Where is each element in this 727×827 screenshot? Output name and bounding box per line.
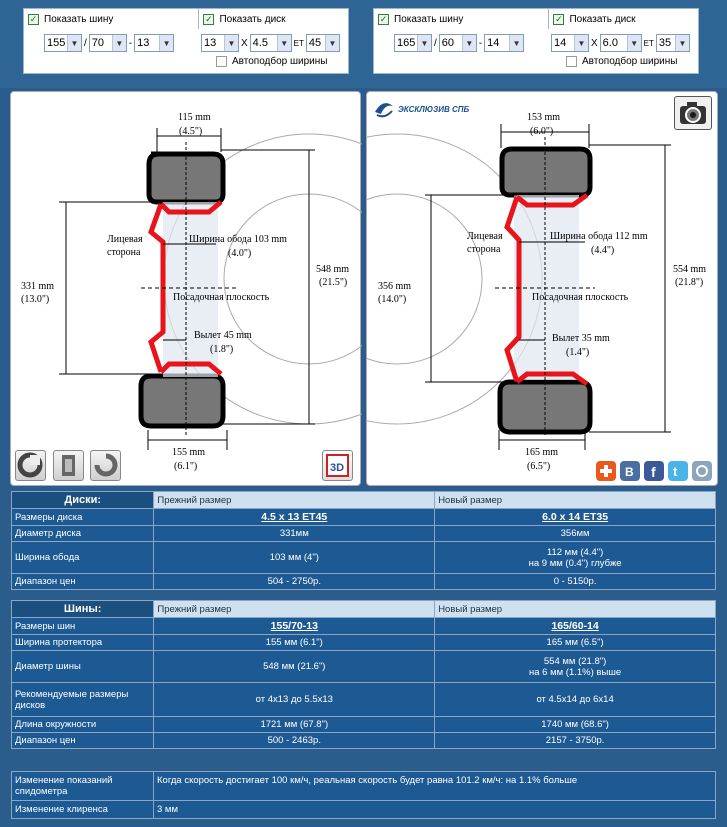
old-value: 155 мм (6.1"): [154, 635, 435, 651]
row-label: Диаметр диска: [12, 526, 154, 542]
new-value: 2157 - 3750р.: [435, 733, 716, 749]
et-label: ET: [293, 38, 304, 48]
brand-logo: ЭКСКЛЮЗИВ СПБ: [373, 100, 469, 118]
table-row: [12, 733, 716, 749]
table-row: [12, 717, 716, 733]
old-rim-size-link[interactable]: 4.5 x 13 ET45: [261, 511, 328, 523]
new-value: 554 мм (21.8") на 6 мм (1.1%) выше: [435, 651, 716, 683]
old-value: 548 мм (21.6"): [154, 651, 435, 683]
chevron-down-icon: ▼: [627, 35, 641, 51]
rim-diameter-label: 331 mm: [21, 281, 55, 292]
speedometer-text: Когда скорость достигает 100 км/ч, реальная скорость будет равна 101.2 км/ч: на 1.1% больше: [154, 772, 716, 801]
rim-diameter-select-old[interactable]: 13 ▼: [201, 34, 239, 52]
speedometer-label: Изменение показаний спидометра: [12, 772, 154, 801]
wheel-diagram-old: [10, 91, 361, 486]
rim-view-button[interactable]: [90, 450, 121, 481]
rim-width-select-new[interactable]: 6.0 ▼: [600, 34, 642, 52]
separator: X: [241, 37, 248, 49]
separator: X: [591, 37, 598, 49]
table-row: [12, 635, 716, 651]
checkbox-checked-icon[interactable]: ✓: [379, 13, 388, 24]
wheel-diagram-new: [366, 91, 718, 486]
table-row: [12, 651, 716, 683]
rim-diameter-inch: (14.0"): [378, 294, 407, 305]
column-old-size: Прежний размер: [154, 601, 435, 618]
table-row: [12, 509, 716, 526]
offset-inch: (1.4"): [566, 347, 590, 358]
chevron-down-icon: ▼: [112, 35, 126, 51]
show-tire-toggle-old[interactable]: [24, 9, 198, 29]
tires-table-header: Шины:: [12, 601, 154, 618]
offset-label: Вылет 45 mm: [194, 330, 252, 341]
show-tire-label: Показать шину: [44, 13, 114, 25]
twitter-icon[interactable]: [668, 461, 688, 481]
old-value: 331мм: [154, 526, 435, 542]
table-row: [12, 801, 716, 819]
row-label: Диаметр шины: [12, 651, 154, 683]
face-side-label: Лицевая: [467, 231, 503, 242]
separator: /: [434, 37, 437, 49]
mounting-plane-label: Посадочная плоскость: [173, 292, 270, 303]
tires-comparison-table: [11, 600, 716, 749]
tire-view-button[interactable]: [15, 450, 46, 481]
table-row: [12, 618, 716, 635]
show-tire-toggle-new[interactable]: [374, 9, 548, 29]
rim-width-label: Ширина обода 112 mm: [550, 231, 648, 242]
tire-diameter-select-new[interactable]: 14 ▼: [484, 34, 524, 52]
selector-panel-old: [23, 8, 349, 74]
speedometer-table: [11, 771, 716, 819]
offset-label: Вылет 35 mm: [552, 333, 610, 344]
new-rim-size-link[interactable]: 6.0 x 14 ET35: [542, 511, 609, 523]
wheel-side-view-button[interactable]: [53, 450, 84, 481]
tire-diameter-inch: (21.8"): [675, 277, 704, 288]
chevron-down-icon: ▼: [509, 35, 523, 51]
chevron-down-icon: ▼: [462, 35, 476, 51]
separator: -: [128, 37, 133, 49]
show-rim-toggle-old[interactable]: [198, 9, 348, 29]
old-value: от 4x13 до 5.5x13: [154, 683, 435, 717]
auto-width-toggle-old[interactable]: [216, 56, 327, 67]
table-row: [12, 683, 716, 717]
rims-comparison-table: [11, 491, 716, 590]
rim-diameter-inch: (13.0"): [21, 294, 50, 305]
rim-width-inch: (4.4"): [591, 245, 615, 256]
camera-icon[interactable]: [674, 96, 712, 130]
face-side-label: сторона: [467, 244, 501, 255]
rim-width-inch: (4.0"): [228, 248, 252, 259]
vkontakte-icon[interactable]: [620, 461, 640, 481]
column-old-size: Прежний размер: [154, 492, 435, 509]
selector-panel-new: [373, 8, 699, 74]
tire-width-select-old[interactable]: 155 ▼: [44, 34, 82, 52]
svg-text:t: t: [673, 464, 678, 479]
old-value: 1721 мм (67.8"): [154, 717, 435, 733]
chevron-down-icon: ▼: [325, 35, 339, 51]
checkbox-checked-icon[interactable]: ✓: [205, 13, 213, 24]
rim-diameter-label: 356 mm: [378, 281, 412, 292]
face-side-label: Лицевая: [107, 234, 143, 245]
tire-diameter-select-old[interactable]: 13 ▼: [134, 34, 174, 52]
wheel-cross-section-new: [367, 92, 719, 487]
tread-width-top-label: 115 mm: [178, 112, 211, 123]
logo-swirl-icon: [373, 100, 395, 118]
checkbox-checked-icon[interactable]: ✓: [29, 13, 38, 24]
tread-width-top-inch: (4.5"): [179, 126, 203, 137]
table-row: [12, 526, 716, 542]
chevron-down-icon: ▼: [417, 35, 431, 51]
row-label: Ширина обода: [12, 542, 154, 574]
clearance-value: 3 мм: [154, 801, 716, 819]
rim-diameter-select-new[interactable]: 14 ▼: [551, 34, 589, 52]
rim-width-select-old[interactable]: 4.5 ▼: [250, 34, 292, 52]
face-side-label: сторона: [107, 247, 141, 258]
tread-width-bottom-label: 165 mm: [525, 447, 559, 458]
auto-width-label: Автоподбор ширины: [232, 56, 328, 67]
column-new-size: Новый размер: [435, 601, 716, 618]
row-label: Размеры шин: [12, 618, 154, 635]
new-value: 0 - 5150р.: [435, 574, 716, 590]
facebook-icon[interactable]: [644, 461, 664, 481]
row-label: Рекомендуемые размеры дисков: [12, 683, 154, 717]
table-row: [12, 542, 716, 574]
new-value: 1740 мм (68.6"): [435, 717, 716, 733]
tire-width-select-new[interactable]: 165 ▼: [394, 34, 432, 52]
mounting-plane-label: Посадочная плоскость: [532, 292, 629, 303]
chevron-down-icon: ▼: [675, 35, 689, 51]
show-rim-label: Показать диск: [219, 13, 286, 25]
tread-width-top-inch: (6.0"): [530, 126, 554, 137]
row-label: Диапазон цен: [12, 733, 154, 749]
svg-text:f: f: [651, 464, 656, 480]
separator: -: [478, 37, 483, 49]
et-select-old[interactable]: 45 ▼: [306, 34, 340, 52]
tire-diameter-label: 548 mm: [316, 264, 350, 275]
table-row: [12, 772, 716, 801]
rims-table-header: Диски:: [12, 492, 154, 509]
et-select-new[interactable]: 35 ▼: [656, 34, 690, 52]
tread-width-bottom-inch: (6.1"): [174, 461, 198, 472]
offset-inch: (1.8"): [210, 344, 234, 355]
row-label: Размеры диска: [12, 509, 154, 526]
show-tire-label: Показать шину: [394, 13, 464, 25]
svg-text:3D: 3D: [330, 462, 345, 474]
chevron-down-icon: ▼: [574, 35, 588, 51]
et-label: ET: [643, 38, 654, 48]
separator: /: [84, 37, 87, 49]
checkbox-empty-icon[interactable]: [566, 56, 577, 67]
row-label: Длина окружности: [12, 717, 154, 733]
svg-text:B: B: [625, 465, 634, 479]
mail-icon[interactable]: [692, 461, 712, 481]
old-value: 504 - 2750р.: [154, 574, 435, 590]
tire-profile-select-old[interactable]: 70 ▼: [89, 34, 127, 52]
auto-width-toggle-new[interactable]: [566, 56, 677, 67]
new-value: 356мм: [435, 526, 716, 542]
auto-width-label: Автоподбор ширины: [582, 56, 678, 67]
old-value: 103 мм (4"): [154, 542, 435, 574]
new-tire-size-link[interactable]: 165/60-14: [551, 620, 599, 632]
new-value: 165 мм (6.5"): [435, 635, 716, 651]
row-label: Ширина протектора: [12, 635, 154, 651]
wheel-cross-section-old: [11, 92, 362, 487]
old-tire-size-link[interactable]: 155/70-13: [270, 620, 318, 632]
show-rim-toggle-new[interactable]: [548, 9, 698, 29]
column-new-size: Новый размер: [435, 492, 716, 509]
tread-width-top-label: 153 mm: [527, 112, 561, 123]
chevron-down-icon: ▼: [159, 35, 173, 51]
tread-width-bottom-label: 155 mm: [172, 447, 206, 458]
tire-profile-select-new[interactable]: 60 ▼: [439, 34, 477, 52]
chevron-down-icon: ▼: [224, 35, 238, 51]
table-row: [12, 574, 716, 590]
new-value: от 4.5x14 до 6x14: [435, 683, 716, 717]
checkbox-checked-icon[interactable]: ✓: [555, 13, 563, 24]
checkbox-empty-icon[interactable]: [216, 56, 227, 67]
tire-diameter-inch: (21.5"): [319, 277, 348, 288]
rim-width-label: Ширина обода 103 mm: [189, 234, 287, 245]
new-value: 112 мм (4.4") на 9 мм (0.4") глубже: [435, 542, 716, 574]
chevron-down-icon: ▼: [277, 35, 291, 51]
3d-view-button[interactable]: [322, 450, 353, 481]
old-value: 500 - 2463р.: [154, 733, 435, 749]
row-label: Диапазон цен: [12, 574, 154, 590]
chevron-down-icon: ▼: [67, 35, 81, 51]
tire-diameter-label: 554 mm: [673, 264, 707, 275]
show-rim-label: Показать диск: [569, 13, 636, 25]
tread-width-bottom-inch: (6.5"): [527, 461, 551, 472]
plus-icon[interactable]: [596, 461, 616, 481]
clearance-label: Изменение клиренса: [12, 801, 154, 819]
